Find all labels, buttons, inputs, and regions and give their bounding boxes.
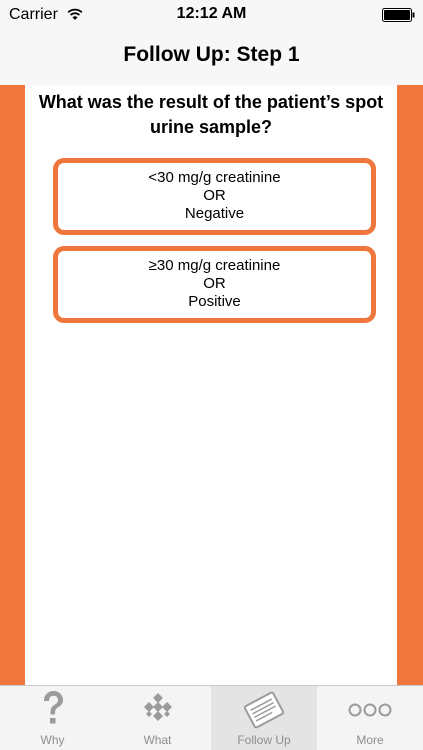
question-icon xyxy=(38,690,68,730)
answer-line: <30 mg/g creatinine xyxy=(148,169,281,186)
tab-why[interactable] xyxy=(0,686,105,750)
question-text: What was the result of the patient’s spot urine sample? xyxy=(38,92,384,137)
tab-follow-up[interactable] xyxy=(211,686,317,750)
tab-more[interactable] xyxy=(317,686,423,750)
status-time: 12:12 AM xyxy=(176,5,247,22)
navigation-bar xyxy=(0,30,423,85)
tab-label: What xyxy=(143,733,172,747)
answer-line: Positive xyxy=(188,293,241,310)
tab-label: Follow Up xyxy=(237,733,291,747)
more-icon xyxy=(347,690,393,730)
tab-label: Why xyxy=(40,733,65,747)
tab-what[interactable] xyxy=(105,686,210,750)
answer-line: OR xyxy=(203,275,226,292)
notepad-icon xyxy=(238,690,290,730)
diamond-grid-icon xyxy=(138,690,178,730)
tab-bar xyxy=(0,685,423,750)
tab-label: More xyxy=(356,733,384,747)
carrier-label: Carrier xyxy=(9,6,58,23)
answer-line: OR xyxy=(203,187,226,204)
answer-positive-button[interactable] xyxy=(53,246,376,323)
page-title: Follow Up: Step 1 xyxy=(123,43,300,66)
answer-negative-button[interactable] xyxy=(53,158,376,235)
answer-line: Negative xyxy=(184,205,245,222)
answer-line: ≥30 mg/g creatinine xyxy=(148,257,281,274)
battery-icon xyxy=(382,8,416,22)
status-bar xyxy=(0,0,423,30)
content-panel xyxy=(25,85,397,685)
